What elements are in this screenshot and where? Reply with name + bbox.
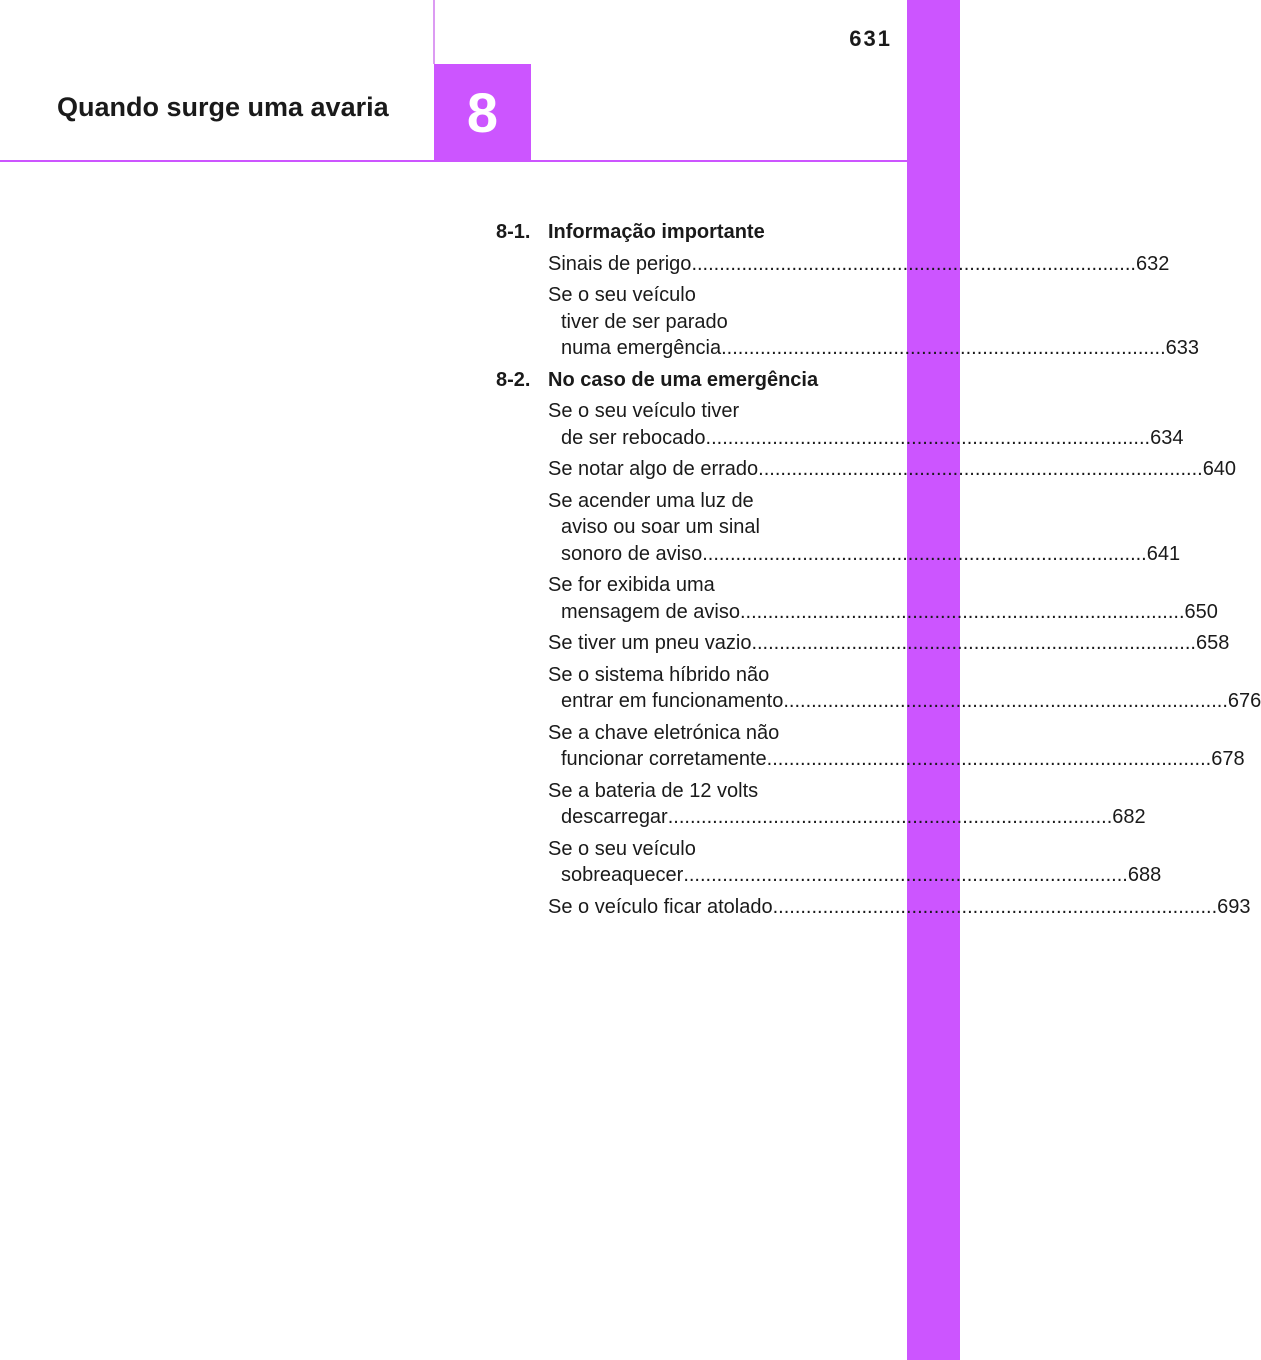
toc-entry[interactable]: [548, 720, 1245, 773]
dot-leader: ................................................................................: [739, 600, 1185, 623]
entry-page-number: 634: [1150, 426, 1184, 449]
entry-text: Se acender uma luz de: [548, 489, 754, 512]
entry-page-number: 650: [1184, 600, 1218, 623]
entry-page-number: 641: [1146, 542, 1181, 565]
entry-page-number: 676: [1227, 690, 1261, 712]
dot-leader: ................................................................................: [766, 748, 1212, 770]
toc-entry[interactable]: [548, 894, 1251, 921]
dot-leader: ................................................................................: [683, 864, 1128, 886]
entry-text: descarregar: [561, 806, 668, 828]
toc-entry[interactable]: [548, 488, 1181, 568]
entry-text: Sinais de perigo: [548, 252, 692, 275]
section-number: 8-1.: [496, 221, 531, 243]
chapter-number: 8: [466, 81, 499, 144]
entry-text: sonoro de aviso: [561, 542, 703, 565]
entry-page-number: 678: [1211, 748, 1245, 770]
toc-entry[interactable]: [548, 251, 1170, 278]
entry-text: sobreaquecer: [561, 864, 684, 886]
toc-entry[interactable]: [548, 836, 1162, 889]
chapter-title: Quando surge uma avaria: [57, 92, 389, 122]
section-title: No caso de uma emergência: [548, 368, 819, 391]
toc-section: [496, 219, 1199, 362]
toc-entry[interactable]: [548, 662, 1261, 715]
dot-leader: ................................................................................: [721, 337, 1166, 359]
toc-entry[interactable]: [548, 630, 1230, 657]
entry-text: Se o seu veículo: [548, 837, 696, 860]
entry-text: numa emergência: [561, 337, 722, 359]
dot-leader: ................................................................................: [691, 252, 1136, 275]
entry-page-number: 682: [1112, 806, 1146, 828]
entry-text: entrar em funcionamento: [561, 690, 784, 712]
entry-page-number: 640: [1202, 458, 1237, 480]
toc-entry[interactable]: [548, 778, 1146, 831]
entry-page-number: 658: [1195, 632, 1230, 654]
table-of-contents: [496, 219, 1261, 925]
dot-leader: ................................................................................: [702, 542, 1147, 565]
dot-leader: ................................................................................: [705, 426, 1151, 449]
section-heading[interactable]: [496, 367, 846, 394]
page-number: 631: [849, 26, 892, 51]
toc-entry[interactable]: [548, 572, 1218, 625]
dot-leader: ................................................................................: [667, 806, 1113, 828]
entry-text: tiver de ser parado: [561, 310, 728, 333]
entry-text: mensagem de aviso: [561, 600, 740, 623]
entry-page-number: 688: [1127, 864, 1162, 886]
entry-text: Se a chave eletrónica não: [548, 721, 780, 744]
toc-entry[interactable]: [548, 282, 1199, 362]
toc-entry[interactable]: [548, 398, 1184, 451]
toc-entry[interactable]: [548, 456, 1237, 483]
entry-text: funcionar corretamente: [561, 748, 767, 770]
header-divider: [433, 0, 435, 64]
dot-leader: ................................................................................: [783, 690, 1228, 712]
entry-text: Se o veículo ficar atolado: [548, 895, 773, 918]
section-number: 8-2.: [496, 368, 531, 391]
entry-page-number: 693: [1217, 895, 1251, 918]
entry-text: Se o sistema híbrido não: [548, 663, 770, 686]
entry-text: Se o seu veículo tiver: [548, 400, 740, 422]
entry-text: Se o seu veículo: [548, 284, 696, 306]
entry-page-number: 633: [1165, 337, 1199, 359]
chapter-number-badge: [434, 64, 531, 161]
entry-text: aviso ou soar um sinal: [561, 516, 760, 538]
section-heading[interactable]: [496, 219, 846, 246]
entry-page-number: 632: [1135, 252, 1170, 275]
dot-leader: ................................................................................: [772, 895, 1218, 918]
entry-text: Se notar algo de errado: [548, 458, 759, 480]
chapter-side-tab: [907, 0, 960, 1360]
toc-section: [496, 367, 1261, 921]
entry-text: Se a bateria de 12 volts: [548, 779, 759, 802]
entry-text: Se for exibida uma: [548, 574, 715, 596]
dot-leader: ................................................................................: [758, 458, 1203, 480]
entry-text: Se tiver um pneu vazio: [548, 632, 752, 654]
section-title: Informação importante: [548, 221, 765, 243]
dot-leader: ................................................................................: [751, 632, 1196, 654]
entry-text: de ser rebocado: [561, 426, 706, 449]
